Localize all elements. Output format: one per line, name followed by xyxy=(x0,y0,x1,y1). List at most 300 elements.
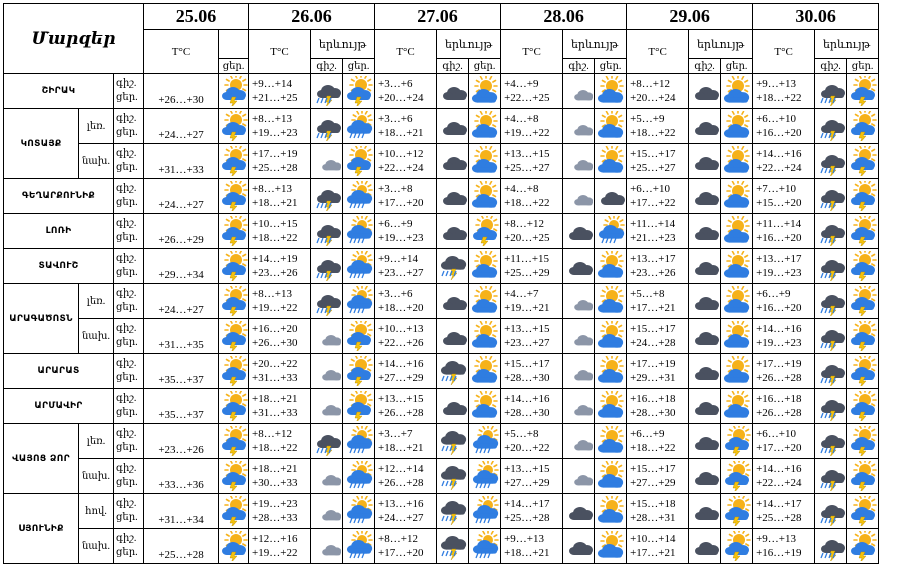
sun-thunderstorm-icon xyxy=(219,111,248,141)
night-temp: +3…+6 xyxy=(378,288,413,300)
phenomenon-cell xyxy=(721,424,753,459)
day-temp: +24…+27 xyxy=(378,512,424,524)
night-temp: +15…+18 xyxy=(630,498,676,510)
phenomenon-cell xyxy=(219,459,249,494)
temp-cell xyxy=(249,74,311,109)
night-day-labels xyxy=(114,494,144,529)
phenomenon-cell xyxy=(219,179,249,214)
moon-icon xyxy=(311,461,342,491)
table-row xyxy=(4,529,879,564)
moon-cloud-icon xyxy=(689,461,720,491)
phenomenon-cell xyxy=(563,74,595,109)
phenomenon-cell xyxy=(847,389,879,424)
day-subheader: ցեր. xyxy=(847,59,879,74)
moon-thunderstorm-icon xyxy=(815,356,846,386)
sun-thunderstorm-icon xyxy=(847,181,878,211)
day-label: ցեր. xyxy=(116,92,138,103)
day-label: ցեր. xyxy=(116,512,138,523)
table-row xyxy=(4,249,879,284)
phenomenon-cell xyxy=(437,459,469,494)
sun-cloud-icon xyxy=(595,461,626,491)
table-row xyxy=(4,144,879,179)
phenomenon-cell xyxy=(563,284,595,319)
night-label: գիշ. xyxy=(116,463,137,474)
moon-thunderstorm-icon xyxy=(815,531,846,561)
sun-thunderstorm-icon xyxy=(343,321,374,351)
night-temp: +6…+10 xyxy=(756,113,797,125)
temp-cell xyxy=(375,354,437,389)
sun-cloud-icon xyxy=(469,356,500,386)
day-temp: +26…+28 xyxy=(756,407,802,419)
moon-cloud-icon xyxy=(689,531,720,561)
date-header: 25.06 xyxy=(144,4,249,30)
night-temp: +11…+15 xyxy=(504,253,550,265)
day-temp: +23…+27 xyxy=(504,337,550,349)
day-temp: +18…+22 xyxy=(630,442,676,454)
phenomenon-cell xyxy=(343,424,375,459)
night-temp: +18…+21 xyxy=(252,393,298,405)
phenomenon-cell xyxy=(847,179,879,214)
phenomenon-cell xyxy=(721,179,753,214)
temp-cell xyxy=(375,109,437,144)
day-label: ցեր. xyxy=(116,127,138,138)
night-temp: +9…+13 xyxy=(756,78,797,90)
night-subheader: գիշ. xyxy=(437,59,469,74)
phen-header-empty xyxy=(219,30,249,59)
phenomenon-cell xyxy=(595,424,627,459)
night-temp: +20…+22 xyxy=(252,358,298,370)
moon-cloud-icon xyxy=(437,181,468,211)
sun-cloud-icon xyxy=(721,216,752,246)
sun-thunderstorm-icon xyxy=(847,286,878,316)
moon-thunderstorm-icon xyxy=(311,251,342,281)
region-name: ԳԵՂԱՐՔՈՒՆԻՔ xyxy=(4,179,114,214)
phenomenon-cell xyxy=(343,354,375,389)
temp-cell xyxy=(249,354,311,389)
sun-thunderstorm-icon xyxy=(219,76,248,106)
phenomenon-cell xyxy=(815,529,847,564)
day-temp: +16…+20 xyxy=(756,127,802,139)
temp-cell xyxy=(249,179,311,214)
phenomenon-cell xyxy=(815,354,847,389)
day-temp: +19…+21 xyxy=(504,302,550,314)
phenomenon-cell xyxy=(437,319,469,354)
phenomenon-cell xyxy=(689,249,721,284)
sun-cloud-icon xyxy=(595,531,626,561)
day-temp: +21…+23 xyxy=(630,232,676,244)
temp-cell xyxy=(753,529,815,564)
phenomenon-cell xyxy=(847,459,879,494)
sun-thunderstorm-icon xyxy=(343,391,374,421)
temp-day-25: +25…+28 xyxy=(144,529,219,564)
phenomenon-cell xyxy=(311,179,343,214)
day-label: ցեր. xyxy=(116,302,138,313)
night-temp: +5…+8 xyxy=(630,288,665,300)
sun-cloud-icon xyxy=(595,111,626,141)
night-temp: +14…+16 xyxy=(756,463,802,475)
phenomenon-cell xyxy=(343,109,375,144)
phenomenon-cell xyxy=(721,354,753,389)
day-temp: +26…+28 xyxy=(378,407,424,419)
phenomenon-cell xyxy=(343,459,375,494)
day-temp: +21…+25 xyxy=(252,92,298,104)
phenomenon-cell xyxy=(721,214,753,249)
phenomenon-cell xyxy=(469,529,501,564)
phenomenon-cell xyxy=(689,529,721,564)
temp-cell xyxy=(249,109,311,144)
night-day-labels xyxy=(114,389,144,424)
phenomenon-cell xyxy=(563,354,595,389)
phenomenon-cell xyxy=(311,354,343,389)
sun-thunderstorm-icon xyxy=(219,251,248,281)
moon-cloud-icon xyxy=(689,321,720,351)
night-temp: +4…+9 xyxy=(504,78,539,90)
moon-cloud-icon xyxy=(437,111,468,141)
moon-thunderstorm-icon xyxy=(815,181,846,211)
temp-cell xyxy=(501,109,563,144)
phenomenon-cell xyxy=(437,494,469,529)
day-temp: +27…+29 xyxy=(504,477,550,489)
phenomenon-cell xyxy=(815,249,847,284)
day-temp: +18…+20 xyxy=(378,302,424,314)
temp-cell xyxy=(627,179,689,214)
phenomenon-cell xyxy=(595,74,627,109)
day-temp: +26…+28 xyxy=(756,372,802,384)
night-temp: +6…+10 xyxy=(630,183,670,195)
moon-icon xyxy=(563,321,594,351)
day-temp: +27…+29 xyxy=(378,372,424,384)
phenomenon-cell xyxy=(469,284,501,319)
moon-cloud-icon xyxy=(563,216,594,246)
night-temp: +10…+15 xyxy=(252,218,298,230)
night-temp: +3…+8 xyxy=(378,183,413,195)
phenomenon-cell xyxy=(219,319,249,354)
night-day-labels xyxy=(114,249,144,284)
temp-cell xyxy=(375,319,437,354)
rain-cloud-icon xyxy=(343,286,374,316)
sun-thunderstorm-icon xyxy=(721,531,752,561)
region-name: ԱՐԱԳԱԾՈՏՆ xyxy=(4,284,79,354)
moon-thunderstorm-icon xyxy=(815,111,846,141)
phenomenon-header: երևույթ xyxy=(815,30,879,59)
phenomenon-cell xyxy=(311,459,343,494)
night-temp: +7…+10 xyxy=(756,183,797,195)
moon-cloud-icon xyxy=(689,286,720,316)
day-label: ցեր. xyxy=(116,232,138,243)
temp-cell xyxy=(627,319,689,354)
night-label: գիշ. xyxy=(116,288,137,299)
day-label: ցեր. xyxy=(116,477,138,488)
phenomenon-cell xyxy=(595,144,627,179)
moon-thunderstorm-icon xyxy=(311,111,342,141)
day-temp: +31…+33 xyxy=(252,407,298,419)
phenomenon-cell xyxy=(437,284,469,319)
temp-cell xyxy=(501,529,563,564)
moon-icon xyxy=(563,391,594,421)
phenomenon-cell xyxy=(689,109,721,144)
moon-icon xyxy=(563,76,594,106)
temp-cell xyxy=(501,389,563,424)
day-label: ցեր. xyxy=(116,547,138,558)
day-temp: +19…+22 xyxy=(252,302,298,314)
temp-cell xyxy=(249,284,311,319)
sun-cloud-icon xyxy=(595,391,626,421)
moon-cloud-icon xyxy=(563,251,594,281)
table-row xyxy=(4,179,879,214)
phenomenon-cell xyxy=(343,74,375,109)
moon-icon xyxy=(563,146,594,176)
phenomenon-cell xyxy=(219,109,249,144)
day-temp: +16…+19 xyxy=(756,547,802,559)
sun-thunderstorm-icon xyxy=(847,321,878,351)
phenomenon-cell xyxy=(311,214,343,249)
night-label: գիշ. xyxy=(116,358,137,369)
moon-thunderstorm-icon xyxy=(311,76,342,106)
day-temp: +22…+24 xyxy=(378,162,424,174)
night-subheader: գիշ. xyxy=(311,59,343,74)
sun-thunderstorm-icon xyxy=(219,181,248,211)
forecast-table-container xyxy=(3,3,879,564)
phenomenon-cell xyxy=(815,109,847,144)
moon-thunderstorm-icon xyxy=(311,181,342,211)
temp-day-25: +35…+37 xyxy=(144,354,219,389)
phenomenon-cell xyxy=(311,529,343,564)
phenomenon-cell xyxy=(437,249,469,284)
day-temp: +25…+27 xyxy=(630,162,676,174)
night-temp: +11…+14 xyxy=(630,218,676,230)
phenomenon-cell xyxy=(343,529,375,564)
phenomenon-cell xyxy=(595,109,627,144)
moon-cloud-icon xyxy=(437,391,468,421)
temp-cell xyxy=(627,109,689,144)
temp-cell xyxy=(627,354,689,389)
phenomenon-cell xyxy=(689,494,721,529)
day-subheader: ցեր. xyxy=(595,59,627,74)
night-temp: +8…+13 xyxy=(252,183,292,195)
phenomenon-cell xyxy=(343,144,375,179)
moon-icon xyxy=(311,391,342,421)
phenomenon-cell xyxy=(721,284,753,319)
night-day-labels xyxy=(114,74,144,109)
night-day-labels xyxy=(114,284,144,319)
sun-thunderstorm-icon xyxy=(847,391,878,421)
temp-cell xyxy=(249,144,311,179)
phenomenon-cell xyxy=(721,74,753,109)
rain-cloud-icon xyxy=(469,496,500,526)
night-label: գիշ. xyxy=(116,148,137,159)
temp-cell xyxy=(627,529,689,564)
night-temp: +3…+6 xyxy=(378,113,413,125)
night-temp: +8…+13 xyxy=(252,113,292,125)
rain-cloud-icon xyxy=(343,251,374,281)
temp-day-25: +23…+26 xyxy=(144,424,219,459)
moon-thunderstorm-icon xyxy=(815,461,846,491)
phenomenon-cell xyxy=(437,74,469,109)
moon-icon xyxy=(563,286,594,316)
sun-cloud-icon xyxy=(721,391,752,421)
phenomenon-cell xyxy=(721,109,753,144)
day-subheader: ցեր. xyxy=(721,59,753,74)
sun-thunderstorm-icon xyxy=(847,531,878,561)
night-temp: +16…+18 xyxy=(756,393,802,405)
night-label: գիշ. xyxy=(116,428,137,439)
temp-cell xyxy=(753,424,815,459)
table-row xyxy=(4,459,879,494)
moon-cloud-icon xyxy=(563,496,594,526)
night-temp: +12…+14 xyxy=(378,463,424,475)
temp-cell xyxy=(249,214,311,249)
night-temp: +5…+9 xyxy=(630,113,665,125)
phenomenon-cell xyxy=(219,529,249,564)
phenomenon-cell xyxy=(469,459,501,494)
temp-day-25: +33…+36 xyxy=(144,459,219,494)
thunderstorm-rain-cloud-icon xyxy=(437,496,468,526)
sun-cloud-icon xyxy=(595,496,626,526)
temp-cell xyxy=(501,494,563,529)
sun-thunderstorm-icon xyxy=(847,251,878,281)
day-temp: +18…+21 xyxy=(378,442,424,454)
night-label: գիշ. xyxy=(116,183,137,194)
day-temp: +22…+25 xyxy=(504,92,550,104)
phenomenon-cell xyxy=(469,179,501,214)
phenomenon-cell xyxy=(343,179,375,214)
temp-day-25: +26…+29 xyxy=(144,214,219,249)
phenomenon-cell xyxy=(847,319,879,354)
table-row xyxy=(4,109,879,144)
sun-cloud-icon xyxy=(469,286,500,316)
subregion-label: լեռ. xyxy=(79,109,114,144)
thunderstorm-rain-cloud-icon xyxy=(437,531,468,561)
moon-thunderstorm-icon xyxy=(815,391,846,421)
phenomenon-cell xyxy=(563,109,595,144)
subregion-label: նախ. xyxy=(79,529,114,564)
day-temp: +18…+22 xyxy=(504,197,550,209)
phenomenon-cell xyxy=(689,319,721,354)
phenomenon-cell xyxy=(311,109,343,144)
phenomenon-cell xyxy=(311,424,343,459)
night-label: գիշ. xyxy=(116,533,137,544)
date-header: 29.06 xyxy=(627,4,753,30)
temp-cell xyxy=(249,459,311,494)
night-temp: +14…+17 xyxy=(504,498,550,510)
phenomenon-cell xyxy=(219,144,249,179)
day-subheader: ցեր. xyxy=(219,59,249,74)
temp-cell xyxy=(753,74,815,109)
moon-thunderstorm-icon xyxy=(311,216,342,246)
day-temp: +22…+24 xyxy=(756,162,802,174)
temp-cell xyxy=(627,249,689,284)
temp-day-25: +24…+27 xyxy=(144,109,219,144)
phenomenon-cell xyxy=(815,179,847,214)
night-temp: +13…+16 xyxy=(378,498,424,510)
day-temp: +19…+23 xyxy=(756,337,802,349)
day-temp: +22…+26 xyxy=(378,337,424,349)
day-label: ցեր. xyxy=(116,442,138,453)
moon-cloud-icon xyxy=(689,426,720,456)
night-temp: +3…+7 xyxy=(378,428,413,440)
night-day-labels xyxy=(114,459,144,494)
phenomenon-cell xyxy=(469,389,501,424)
subregion-label: նախ. xyxy=(79,319,114,354)
moon-thunderstorm-icon xyxy=(815,496,846,526)
moon-icon xyxy=(563,461,594,491)
night-temp: +11…+14 xyxy=(756,218,802,230)
rain-cloud-icon xyxy=(469,531,500,561)
night-temp: +6…+9 xyxy=(756,288,791,300)
night-temp: +5…+8 xyxy=(504,428,539,440)
moon-icon xyxy=(563,111,594,141)
temp-day-25: +35…+37 xyxy=(144,389,219,424)
night-temp: +12…+16 xyxy=(252,533,298,545)
phenomenon-cell xyxy=(815,319,847,354)
day-temp: +17…+22 xyxy=(630,197,676,209)
date-header: 30.06 xyxy=(753,4,879,30)
day-temp: +23…+26 xyxy=(252,267,298,279)
temp-cell xyxy=(375,179,437,214)
phenomenon-cell xyxy=(563,424,595,459)
temp-cell xyxy=(753,354,815,389)
sun-thunderstorm-icon xyxy=(219,461,248,491)
moon-thunderstorm-icon xyxy=(311,426,342,456)
night-subheader: գիշ. xyxy=(563,59,595,74)
phenomenon-cell xyxy=(721,144,753,179)
day-temp: +18…+21 xyxy=(504,547,550,559)
night-temp: +14…+16 xyxy=(504,393,550,405)
day-temp: +18…+22 xyxy=(252,442,298,454)
phenomenon-cell xyxy=(469,144,501,179)
phenomenon-cell xyxy=(847,284,879,319)
temp-cell xyxy=(627,214,689,249)
night-temp: +16…+20 xyxy=(252,323,298,335)
moon-cloud-icon xyxy=(437,76,468,106)
phenomenon-cell xyxy=(219,214,249,249)
rain-cloud-icon xyxy=(343,111,374,141)
phenomenon-cell xyxy=(847,494,879,529)
temp-cell xyxy=(627,424,689,459)
temp-cell xyxy=(627,389,689,424)
phenomenon-cell xyxy=(815,74,847,109)
sun-thunderstorm-icon xyxy=(847,111,878,141)
phenomenon-cell xyxy=(847,529,879,564)
phenomenon-cell xyxy=(721,249,753,284)
phenomenon-cell xyxy=(815,494,847,529)
phenomenon-cell xyxy=(689,424,721,459)
phenomenon-cell xyxy=(815,284,847,319)
sun-cloud-icon xyxy=(595,356,626,386)
phenomenon-cell xyxy=(847,74,879,109)
phenomenon-cell xyxy=(689,459,721,494)
moon-icon xyxy=(311,321,342,351)
night-temp: +4…+8 xyxy=(504,183,539,195)
phenomenon-cell xyxy=(563,529,595,564)
moon-thunderstorm-icon xyxy=(815,286,846,316)
night-temp: +13…+17 xyxy=(630,253,676,265)
night-label: գիշ. xyxy=(116,323,137,334)
phenomenon-cell xyxy=(563,249,595,284)
table-row xyxy=(4,354,879,389)
rain-cloud-icon xyxy=(595,216,626,246)
subregion-label: նախ. xyxy=(79,459,114,494)
phenomenon-cell xyxy=(469,74,501,109)
day-temp: +23…+26 xyxy=(630,267,676,279)
phenomenon-cell xyxy=(595,179,627,214)
temp-day-25: +31…+34 xyxy=(144,494,219,529)
phenomenon-cell xyxy=(815,389,847,424)
day-temp: +25…+29 xyxy=(504,267,550,279)
temp-cell xyxy=(753,494,815,529)
moon-cloud-icon xyxy=(689,391,720,421)
day-temp: +19…+23 xyxy=(252,127,298,139)
